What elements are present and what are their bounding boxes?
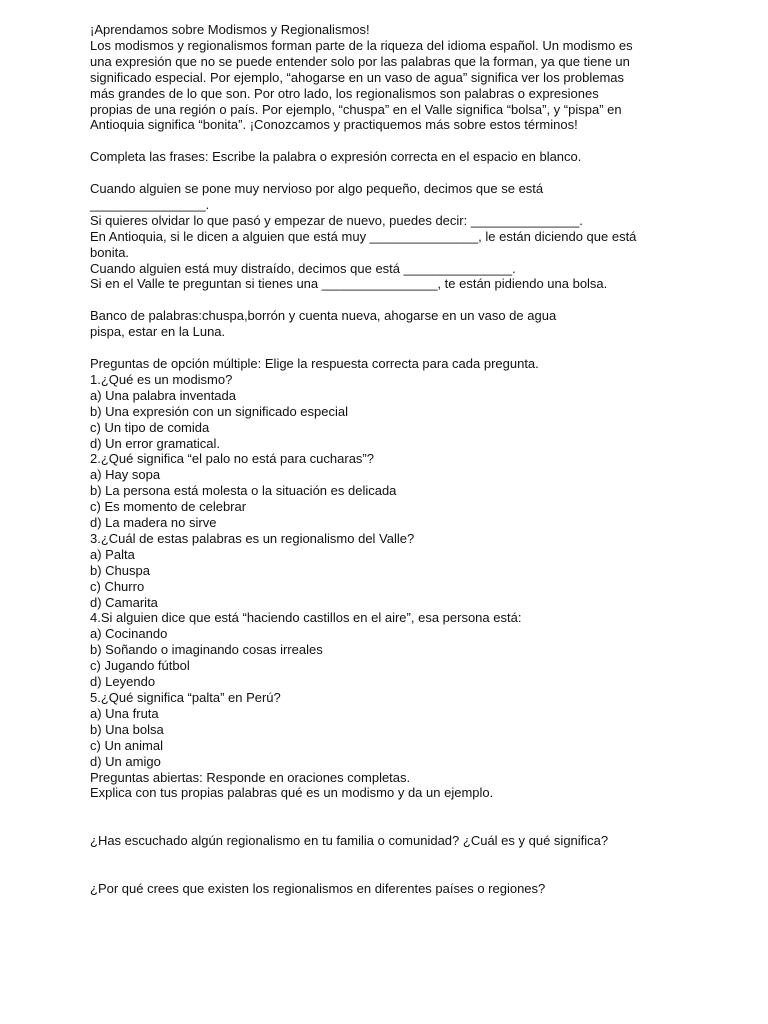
answer-option: c) Un tipo de comida xyxy=(90,419,210,435)
question: 2.¿Qué significa “el palo no está para cucharas”? xyxy=(90,451,374,467)
intro-line: una expresión que no se puede entender solo por las palabras que la forman, ya que tiene un xyxy=(90,53,630,69)
answer-option: a) Hay sopa xyxy=(90,467,161,483)
open-question: ¿Has escuchado algún regionalismo en tu familia o comunidad? ¿Cuál es y qué significa? xyxy=(90,833,609,849)
answer-option: a) Cocinando xyxy=(90,626,168,642)
answer-option: a) Palta xyxy=(90,546,135,562)
intro-paragraph xyxy=(90,38,690,133)
answer-option: d) La madera no sirve xyxy=(90,515,217,531)
question: 4.Si alguien dice que está “haciendo castillos en el aire”, esa persona está: xyxy=(90,610,522,626)
multiple-choice-instruction: Preguntas de opción múltiple: Elige la respuesta correcta para cada pregunta. xyxy=(90,355,539,371)
question: 3.¿Cuál de estas palabras es un regionalismo del Valle? xyxy=(90,530,415,546)
fill-in-line: Cuando alguien está muy distraído, decimos que está _______________. xyxy=(90,260,516,276)
open-question: ¿Por qué crees que existen los regionalismos en diferentes países o regiones? xyxy=(90,880,546,896)
answer-option: b) Una expresión con un significado especial xyxy=(90,403,348,419)
open-question: Explica con tus propias palabras qué es un modismo y da un ejemplo. xyxy=(90,785,494,801)
answer-option: b) Una bolsa xyxy=(90,721,164,737)
answer-option: a) Una palabra inventada xyxy=(90,387,236,403)
fill-in-line: Si quieres olvidar lo que pasó y empezar de nuevo, puedes decir: _______________. xyxy=(90,212,583,228)
fill-in-instruction: Completa las frases: Escribe la palabra o expresión correcta en el espacio en blanco. xyxy=(90,149,582,165)
intro-line: significado especial. Por ejemplo, “ahogarse en un vaso de agua” significa ver los problemas xyxy=(90,69,625,85)
fill-in-line: ________________. xyxy=(90,196,210,212)
answer-option: b) Chuspa xyxy=(90,562,150,578)
answer-option: c) Churro xyxy=(90,578,145,594)
word-bank-line: pispa, estar en la Luna. xyxy=(90,324,226,340)
fill-in-section xyxy=(90,181,690,292)
intro-line: Antioquia significa “bonita”. ¡Conozcamos y practiquemos más sobre estos términos! xyxy=(90,117,578,133)
open-questions-section xyxy=(90,770,690,897)
answer-option: c) Un animal xyxy=(90,737,163,753)
fill-in-line: bonita. xyxy=(90,244,130,260)
fill-in-line: Cuando alguien se pone muy nervioso por algo pequeño, decimos que se está xyxy=(90,181,544,197)
intro-line: más grandes de lo que son. Por otro lado, los regionalismos son palabras o expresiones xyxy=(90,85,599,101)
answer-option: c) Jugando fútbol xyxy=(90,658,190,674)
worksheet-title: ¡Aprendamos sobre Modismos y Regionalismos! xyxy=(90,22,370,37)
open-questions-instruction: Preguntas abiertas: Responde en oraciones completas. xyxy=(90,769,411,785)
question: 1.¿Qué es un modismo? xyxy=(90,371,233,387)
answer-option: c) Es momento de celebrar xyxy=(90,499,247,515)
answer-option: d) Un amigo xyxy=(90,753,161,769)
intro-line: propias de una región o país. Por ejemplo, “chuspa” en el Valle significa “bolsa”, y “pispa” en xyxy=(90,101,622,117)
word-bank-line: Banco de palabras:chuspa,borrón y cuenta nueva, ahogarse en un vaso de agua xyxy=(90,308,557,324)
answer-option: b) Soñando o imaginando cosas irreales xyxy=(90,642,323,658)
answer-option: b) La persona está molesta o la situación es delicada xyxy=(90,483,397,499)
answer-option: d) Camarita xyxy=(90,594,158,610)
fill-in-line: Si en el Valle te preguntan si tienes una ________________, te están pidiendo una bolsa. xyxy=(90,276,608,292)
multiple-choice-section xyxy=(90,356,690,770)
answer-option: d) Leyendo xyxy=(90,674,156,690)
answer-option: d) Un error gramatical. xyxy=(90,435,221,451)
answer-option: a) Una fruta xyxy=(90,705,159,721)
intro-line: Los modismos y regionalismos forman parte de la riqueza del idioma español. Un modismo es xyxy=(90,37,633,53)
fill-in-line: En Antioquia, si le dicen a alguien que está muy _______________, le están diciendo que está xyxy=(90,228,637,244)
word-bank xyxy=(90,308,690,340)
question: 5.¿Qué significa “palta” en Perú? xyxy=(90,690,281,705)
worksheet xyxy=(90,22,690,897)
